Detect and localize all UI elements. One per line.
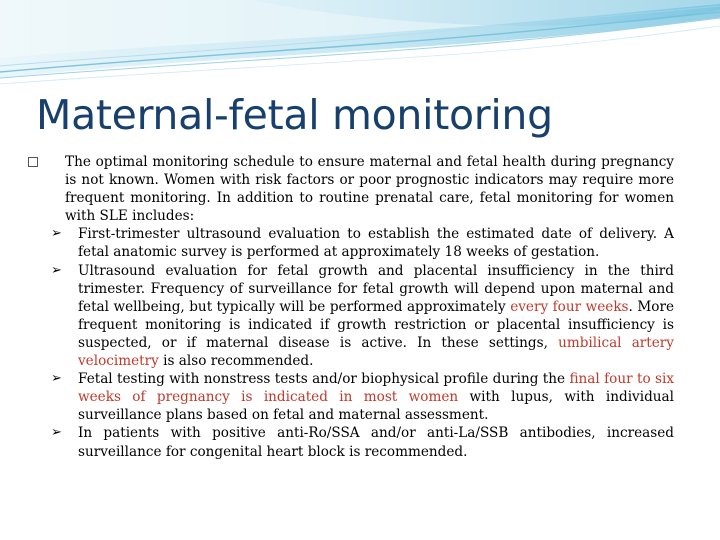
list-item — [28, 225, 674, 261]
list-item — [28, 262, 674, 371]
arrowhead-icon: ➢ — [51, 425, 62, 441]
arrowhead-icon: ➢ — [51, 371, 62, 387]
slide-title: Maternal-fetal monitoring — [36, 91, 553, 139]
slide-body — [28, 153, 674, 461]
intro-text: The optimal monitoring schedule to ensure maternal and fetal health during pregnancy is not known. Women with risk factors or poor prognostic indicators may require more frequent monitoring. In addition to routine prenatal care, fetal monitoring for women with SLE includes: — [65, 154, 674, 225]
highlighted-text: umbilical artery velocimetry — [78, 334, 674, 370]
intro-paragraph — [28, 153, 674, 225]
list-item-text: is also recommended. — [158, 353, 314, 370]
list-item-text: with lupus, with individual surveillance plans based on fetal and maternal assessment. — [78, 389, 674, 424]
list-item — [28, 370, 674, 424]
arrowhead-icon: ➢ — [51, 226, 62, 242]
list-item-text: Fetal testing with nonstress tests and/or biophysical profile during the — [78, 371, 570, 388]
highlighted-text: final four to six weeks of pregnancy is indicated in most women — [78, 371, 675, 406]
list-item-text: First-trimester ultrasound evaluation to establish the estimated date of delivery. A fetal anatomic survey is performed at approximately 18 weeks of gestation. — [78, 226, 674, 261]
list-item-text: Ultrasound evaluation for fetal growth and placental insufficiency in the third trimester. Frequency of surveillance for fetal growth will depend upon maternal and fetal wellbeing, but typically will be performed approximately — [78, 262, 674, 315]
wave-header-decoration — [0, 0, 720, 90]
hollow-square-icon — [28, 157, 38, 167]
list-item-text: . More frequent monitoring is indicated if growth restriction or placental insufficiency is suspected, or if maternal disease is active. In these settings, — [78, 298, 675, 351]
list-item-text: In patients with positive anti-Ro/SSA and/or anti-La/SSB antibodies, increased surveillance for congenital heart block is recommended. — [78, 425, 674, 460]
list-item — [28, 424, 674, 460]
arrowhead-icon: ➢ — [51, 262, 62, 278]
monitoring-list — [28, 225, 674, 460]
highlighted-text: every four weeks — [510, 298, 629, 315]
